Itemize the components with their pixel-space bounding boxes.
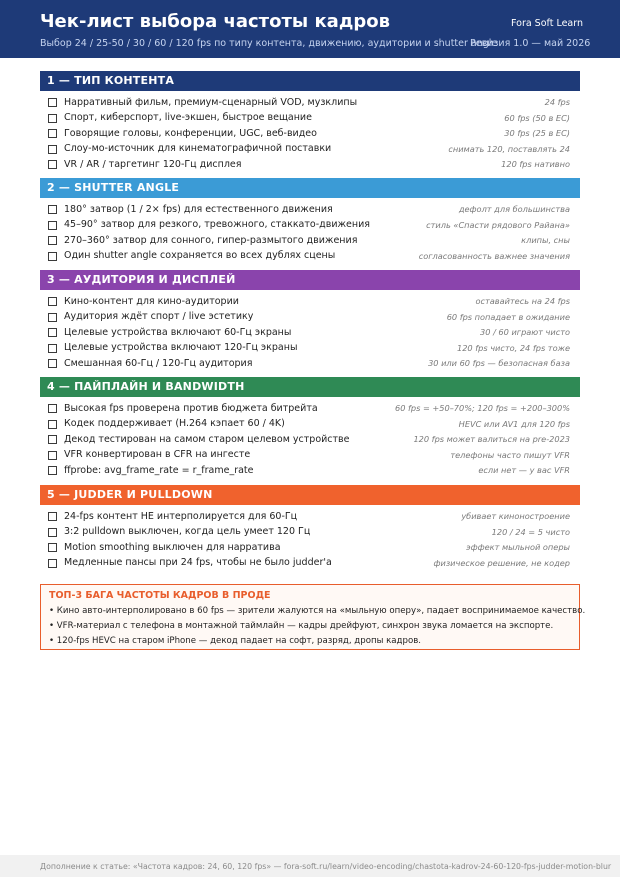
checkbox[interactable] [48, 404, 57, 413]
checkbox[interactable] [48, 435, 57, 444]
checkbox[interactable] [48, 359, 57, 368]
checkbox[interactable] [48, 98, 57, 107]
item-note: 24 fps [544, 97, 570, 107]
checklist-item [40, 341, 580, 357]
checklist-item [40, 556, 580, 572]
item-note: если нет — у вас VFR [478, 465, 570, 475]
item-label: VR / AR / таргетинг 120-Гц дисплея [64, 158, 242, 170]
item-label: 270–360° затвор для сонного, гипер-размытого движения [64, 234, 358, 246]
item-label: Слоу-мо-источник для кинематографичной поставки [64, 143, 332, 154]
checkbox[interactable] [48, 528, 57, 537]
callout-title: ТОП-3 БАГА ЧАСТОТЫ КАДРОВ В ПРОДЕ [49, 590, 271, 601]
checkbox[interactable] [48, 559, 57, 568]
checkbox[interactable] [48, 129, 57, 138]
item-label: Кино-контент для кино-аудитории [64, 295, 239, 307]
checkbox[interactable] [48, 114, 57, 123]
checkbox[interactable] [48, 236, 57, 245]
checklist-item [40, 249, 580, 265]
item-label: Медленные пансы при 24 fps, чтобы не было judder'а [64, 557, 332, 568]
checkbox[interactable] [48, 328, 57, 337]
checklist-item [40, 525, 580, 541]
checklist-item [40, 233, 580, 249]
item-label: Один shutter angle сохраняется во всех дублях сцены [64, 250, 336, 261]
callout-bullet: • VFR-материал с телефона в монтажной таймлайн — кадры дрейфуют, синхрон звука ломается на экспорте. [49, 621, 554, 631]
item-label: 180° затвор (1 / 2× fps) для естественного движения [64, 203, 333, 215]
checkbox[interactable] [48, 420, 57, 429]
checkbox[interactable] [48, 344, 57, 353]
checklist-item [40, 95, 580, 111]
footer-text: Дополнение к статье: «Частота кадров: 24, 60, 120 fps» — fora-soft.ru/learn/video-encoding/chastota-kadrov-24-60-120-fps-judder-motion-blur [40, 862, 612, 871]
revision-label: Ревизия 1.0 — май 2026 [470, 38, 591, 49]
section-judder-pulldown [40, 485, 580, 571]
checklist-item [40, 540, 580, 556]
item-note: клипы, сны [521, 235, 570, 245]
item-label: Целевые устройства включают 60-Гц экраны [64, 326, 292, 338]
item-note: телефоны часто пишут VFR [450, 449, 570, 460]
section-content-type [40, 71, 580, 173]
brand-name: Fora Soft Learn [511, 18, 584, 29]
item-note: стиль «Спасти рядового Райана» [426, 219, 570, 230]
checkbox[interactable] [48, 221, 57, 230]
checkbox[interactable] [48, 160, 57, 169]
item-label: Смешанная 60-Гц / 120-Гц аудитория [64, 357, 253, 369]
item-label: ffprobe: avg_frame_rate = r_frame_rate [64, 464, 254, 476]
checkbox[interactable] [48, 466, 57, 475]
item-note: убивает киноностроение [461, 511, 570, 521]
item-label: 24-fps контент НЕ интерполируется для 60-Гц [64, 510, 298, 522]
callout-bullet: • Кино авто-интерполировано в 60 fps — зрители жалуются на «мыльную оперу», падает воспринимаемое качество. [49, 606, 586, 616]
checklist-item [40, 463, 580, 479]
item-note: снимать 120, поставлять 24 [448, 143, 570, 154]
item-note: 120 fps может валиться на pre-2023 [413, 434, 570, 444]
item-note: согласованность важнее значения [418, 250, 570, 261]
item-label: Нарративный фильм, премиум-сценарный VOD, музклипы [64, 96, 358, 108]
checklist-item [40, 432, 580, 448]
section-header: 4 — ПАЙПЛАЙН И BANDWIDTH [40, 377, 580, 397]
item-note: 60 fps попадает в ожидание [446, 311, 570, 322]
section-pipeline-bandwidth [40, 377, 580, 479]
section-header: 3 — АУДИТОРИЯ И ДИСПЛЕЙ [40, 270, 580, 290]
item-label: Целевые устройства включают 120-Гц экраны [64, 342, 298, 353]
item-label: 3:2 pulldown выключен, когда цель умеет 120 Гц [64, 526, 311, 537]
item-label: Кодек поддерживает (H.264 кэпает 60 / 4K) [64, 418, 285, 429]
top-bugs-callout [40, 584, 586, 650]
item-note: 30 fps (25 в ЕС) [504, 128, 570, 138]
item-note: 30 / 60 играют чисто [480, 327, 570, 337]
checkbox[interactable] [48, 252, 57, 261]
checklist-item [40, 142, 580, 158]
checkbox[interactable] [48, 297, 57, 306]
checkbox[interactable] [48, 313, 57, 322]
checkbox[interactable] [48, 145, 57, 154]
item-note: эффект мыльной оперы [466, 542, 570, 552]
checklist-item [40, 111, 580, 127]
checklist-item [40, 417, 580, 433]
section-header: 1 — ТИП КОНТЕНТА [40, 71, 580, 91]
page-title: Чек-лист выбора частоты кадров [40, 11, 390, 32]
checklist-item [40, 356, 580, 372]
item-note: дефолт для большинства [458, 204, 570, 214]
item-note: 30 или 60 fps — безопасная база [428, 358, 570, 368]
item-note: физическое решение, не кодер [433, 557, 570, 568]
item-note: 120 fps чисто, 24 fps тоже [457, 342, 570, 353]
item-label: Аудитория ждёт спорт / live эстетику [64, 311, 254, 322]
checkbox[interactable] [48, 512, 57, 521]
item-note: 60 fps (50 в ЕС) [504, 112, 570, 123]
checkbox[interactable] [48, 205, 57, 214]
checkbox[interactable] [48, 543, 57, 552]
section-shutter-angle [40, 178, 580, 264]
item-label: Говорящие головы, конференции, UGC, веб-видео [64, 127, 317, 139]
section-audience-display [40, 270, 580, 372]
callout-bullet: • 120-fps HEVC на старом iPhone — декод падает на софт, разряд, дропы кадров. [49, 636, 422, 646]
item-note: 60 fps = +50–70%; 120 fps = +200–300% [395, 403, 570, 413]
item-label: Motion smoothing выключен для нарратива [64, 541, 281, 553]
item-note: HEVC или AV1 для 120 fps [458, 418, 570, 429]
checklist-item [40, 448, 580, 464]
item-label: Высокая fps проверена против бюджета битрейта [64, 402, 318, 414]
item-note: 120 fps нативно [501, 159, 570, 169]
item-label: Декод тестирован на самом старом целевом устройстве [64, 433, 350, 445]
item-label: 45–90° затвор для резкого, тревожного, стаккато-движения [64, 219, 370, 230]
item-label: VFR конвертирован в CFR на ингесте [64, 449, 251, 460]
checklist-item [40, 509, 580, 525]
item-label: Спорт, киберспорт, live-экшен, быстрое вещание [64, 112, 312, 123]
checklist-item [40, 401, 580, 417]
checklist-item [40, 294, 580, 310]
checklist-item [40, 218, 580, 234]
header-bar [0, 0, 620, 58]
section-header: 2 — SHUTTER ANGLE [40, 178, 580, 198]
checklist-item [40, 310, 580, 326]
checklist-item [40, 202, 580, 218]
item-note: 120 / 24 = 5 чисто [491, 526, 570, 537]
footer-bar [0, 855, 620, 877]
checklist-item [40, 157, 580, 173]
item-note: оставайтесь на 24 fps [475, 296, 570, 306]
page-subtitle: Выбор 24 / 25-50 / 30 / 60 / 120 fps по типу контента, движению, аудитории и shutter angle [40, 38, 498, 49]
section-header: 5 — JUDDER И PULLDOWN [40, 485, 580, 505]
checkbox[interactable] [48, 451, 57, 460]
checklist-item [40, 126, 580, 142]
checklist-item [40, 325, 580, 341]
